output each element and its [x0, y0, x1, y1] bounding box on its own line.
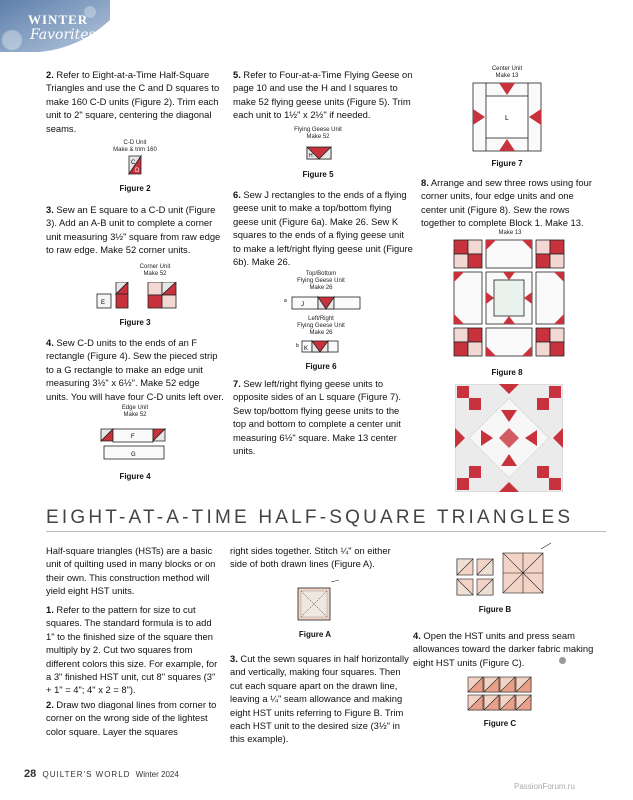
figure-a-diagram [295, 578, 343, 624]
top-bottom-flying-geese-diagram [284, 295, 364, 311]
figure-7-label: Figure 7 [491, 159, 523, 168]
step-6-text: 6. Sew J rectangles to the ends of a flying geese unit to make a top/bottom flying geese unit (Figure 6a). Make 26. Sew K squares to the ends of a flying geese unit to make a left/right flying geese unit (Figure 6b). Make 26. [233, 189, 413, 268]
hst-step-2-continued-text: right sides together. Stitch ¼" on either side of both drawn lines (Figure A). [230, 545, 391, 570]
svg-text:b: b [296, 343, 299, 349]
figure-6a-caption: Top/Bottom Flying Geese Unit Make 26 [297, 271, 345, 291]
figure-b-label: Figure B [478, 605, 512, 614]
figure-3-label: Figure 3 [119, 318, 151, 327]
figure-2 [110, 140, 160, 181]
svg-text:K: K [304, 346, 309, 352]
step-7-text: 7. Sew left/right flying geese units to opposite sides of an L square (Figure 7). Sew top/bottom flying geese units to the top and bottom to complete a center unit measuring 6½" square. Make 13 center units. [233, 378, 401, 457]
figure-3-caption: Corner Unit Make 52 [139, 264, 171, 277]
section-divider [46, 531, 606, 532]
page-footer [24, 768, 179, 780]
hst-step-3-text: 3. Cut the sewn squares in half horizontally and vertically, making four squares. Then cut each square apart on the drawn line, leaving a ¼" seam allowance and making eight HST units referring to Figure B. Trim each HST unit to the desired size (3½" in this example). [230, 653, 409, 745]
edge-unit-diagram [100, 428, 170, 462]
figure-2-label: Figure 2 [119, 184, 151, 193]
magazine-name: QUILTER'S WORLD [42, 770, 131, 779]
figure-8-label: Figure 8 [491, 368, 523, 377]
banner-subtitle: Favorites [30, 27, 96, 43]
step-2-text: 2. Refer to Eight-at-a-Time Half-Square Triangles and use the C and D squares to make 160 C-D units (Figure 2). Trim each unit to 2" square, centering the diagonal seams. [46, 69, 220, 134]
step-4-text: 4. Sew C-D units to the ends of an F rectangle (Figure 4). Sew the pieced strip to a G rectangle to make an edge unit measuring 3½" x 6½". Make 52 edge units. You will have four C-D units left over. [46, 337, 224, 402]
flying-geese-diagram [306, 146, 332, 160]
figure-7-caption: Center Unit Make 13 [491, 66, 523, 79]
block-1-assembly-diagram [452, 238, 566, 360]
hst-step-4-text: 4. Open the HST units and press seam allowances toward the darker fabric making eight HST units (Figure C). [413, 630, 594, 668]
hst-step-1-text: 1. Refer to the pattern for size to cut squares. The standard formula is to add 1" to the finished size of the square then multiply by 2. Cut two squares from different colors this size. For example, for a 3" finished HST unit, cut 8" squares (3" + 1" = 4"; 4" x 2 = 8"). [46, 604, 218, 696]
svg-text:D: D [135, 168, 140, 174]
cd-unit-diagram [110, 154, 160, 176]
svg-text:C: C [131, 160, 136, 166]
svg-text:a: a [284, 298, 287, 304]
banner-title: WINTER [28, 12, 89, 27]
figure-a-label: Figure A [298, 630, 332, 639]
svg-text:F: F [131, 434, 135, 440]
hst-intro-text: Half-square triangles (HSTs) are a basic unit of quilting used in many blocks or on their own. This construction method will yield eight HST units. [46, 545, 216, 597]
step-5-text: 5. Refer to Four-at-a-Time Flying Geese on page 10 and use the H and I squares to make 52 flying geese units (Figure 5). Trim each unit to 1½" x 2½" if needed. [233, 69, 413, 121]
figure-6-label: Figure 6 [305, 362, 337, 371]
figure-4-label: Figure 4 [119, 472, 151, 481]
svg-text:G: G [131, 452, 136, 458]
figure-b-diagram [455, 541, 555, 601]
step-8-text: 8. Arrange and sew three rows using four corner units, four edge units and one center unit (Figure 8). Sew the rows together to complete Block 1. Make 13. [421, 177, 592, 229]
figure-8-caption: Make 13 [498, 230, 522, 236]
svg-text:E: E [101, 300, 106, 306]
svg-text:J: J [301, 302, 304, 308]
figure-c-label: Figure C [483, 719, 517, 728]
corner-unit-diagram [96, 282, 188, 312]
end-mark-icon [559, 657, 566, 664]
figure-2-caption: C-D Unit Make & trim 160 [113, 140, 157, 153]
figure-c-diagram [467, 676, 533, 712]
issue-date: Winter 2024 [135, 770, 179, 779]
quilt-block-photo [455, 384, 563, 492]
winter-favorites-banner [0, 0, 110, 52]
svg-text:H: H [309, 153, 313, 159]
section-title: EIGHT-AT-A-TIME HALF-SQUARE TRIANGLES [46, 507, 574, 528]
figure-4-caption: Edge Unit Make 52 [121, 405, 149, 418]
figure-6b-caption: Left/Right Flying Geese Unit Make 26 [297, 316, 345, 336]
figure-5-label: Figure 5 [302, 170, 334, 179]
step-3-text: 3. Sew an E square to a C-D unit (Figure 3). Add an A-B unit to complete a corner unit measuring 3½" square from raw edge to raw edge. Make 52 corner units. [46, 204, 221, 256]
hst-step-2-text: 2. Draw two diagonal lines from corner to corner on the wrong side of the lightest color square. Layer the squares [46, 699, 217, 737]
center-unit-diagram [472, 82, 542, 152]
corner-unit-top-left [454, 240, 482, 268]
watermark: PassionForum.ru [514, 782, 575, 791]
figure-5-caption: Flying Geese Unit Make 52 [294, 127, 342, 140]
left-right-flying-geese-diagram [296, 340, 342, 354]
page-number: 28 [24, 768, 37, 780]
svg-text:L: L [505, 115, 509, 122]
